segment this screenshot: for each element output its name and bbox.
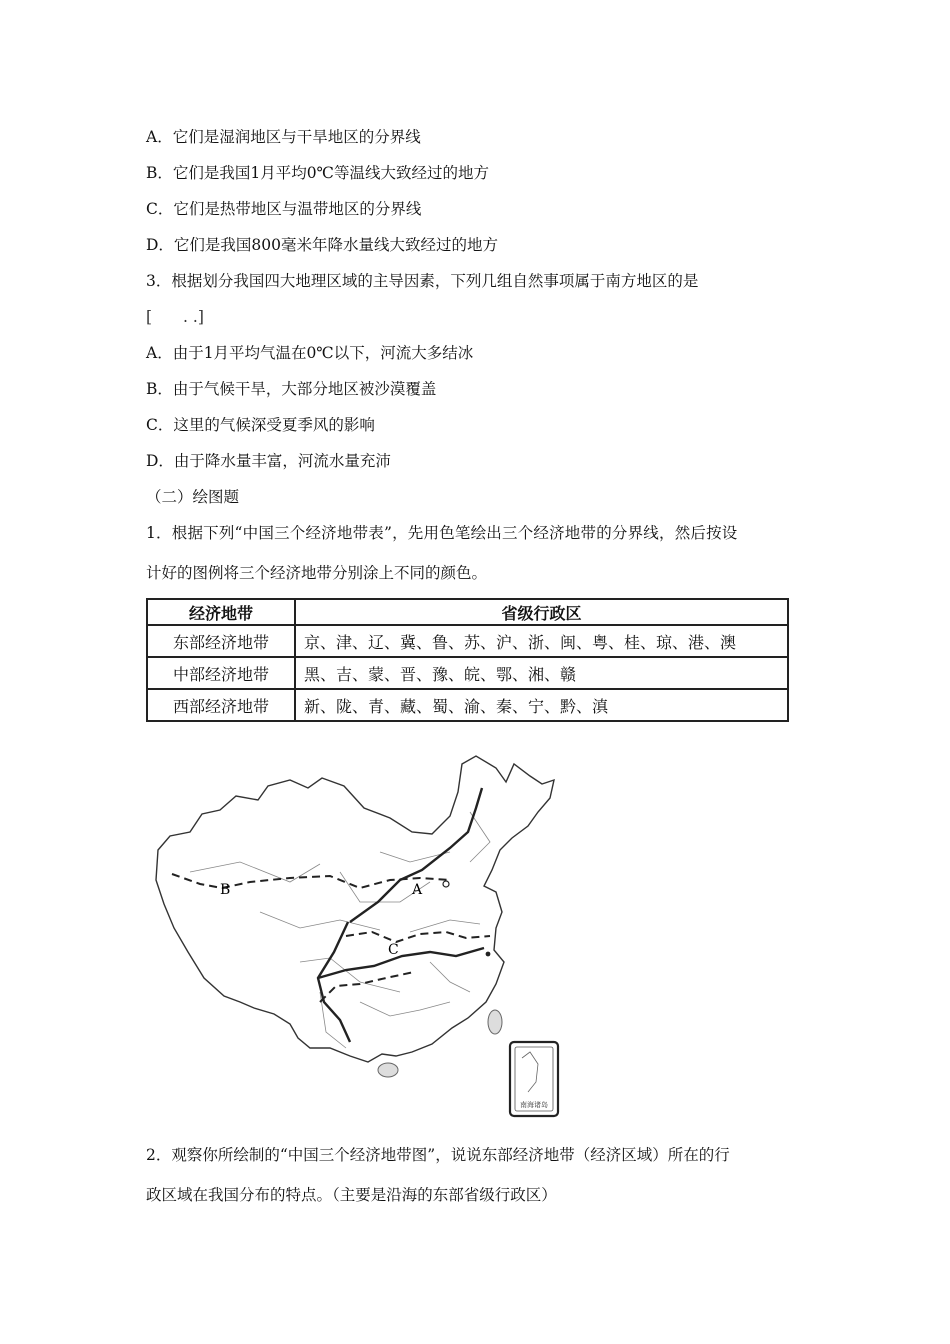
table-row (147, 657, 788, 689)
zone-provinces: 京、津、辽、冀、鲁、苏、沪、浙、闽、粤、桂、琼、港、澳 (295, 625, 788, 657)
drawing-question-1-line2: 计好的图例将三个经济地带分别涂上不同的颜色。 (146, 564, 488, 582)
south-china-sea-inset (510, 1042, 558, 1116)
map-label-b: B (220, 882, 231, 898)
table-row (147, 625, 788, 657)
drawing-question-2-line2: 政区域在我国分布的特点。（主要是沿海的东部省级行政区） (146, 1186, 557, 1204)
option-a: A．它们是湿润地区与干旱地区的分界线 (146, 128, 421, 146)
table-header: 经济地带 (147, 599, 295, 625)
economic-zones-table (146, 598, 789, 722)
map-label-a: A (412, 882, 423, 898)
map-label-c: C (388, 942, 399, 958)
question-3-stem: 3．根据划分我国四大地理区域的主导因素，下列几组自然事项属于南方地区的是 (146, 272, 699, 290)
inset-caption: 南海诸岛 (520, 1101, 548, 1109)
zone-name: 中部经济地带 (147, 657, 295, 689)
q3-option-d: D．由于降水量丰富，河流水量充沛 (146, 452, 391, 470)
zone-provinces: 新、陇、青、藏、蜀、渝、秦、宁、黔、滇 (295, 689, 788, 721)
table-header: 省级行政区 (295, 599, 788, 625)
capital-marker-icon (443, 881, 449, 887)
answer-bracket: [ . .] (146, 308, 204, 326)
city-dot-icon (486, 952, 491, 957)
zone-name: 西部经济地带 (147, 689, 295, 721)
table-header-row (147, 599, 788, 625)
thick-boundary-lines (318, 788, 484, 1042)
option-d: D．它们是我国800毫米年降水量线大致经过的地方 (146, 236, 499, 254)
option-c: C．它们是热带地区与温带地区的分界线 (146, 200, 422, 218)
china-outline-map (150, 752, 590, 1128)
islands (378, 1010, 502, 1077)
drawing-question-1-line1: 1．根据下列“中国三个经济地带表”，先用色笔绘出三个经济地带的分界线，然后按设 (146, 524, 738, 542)
q3-option-c: C．这里的气候深受夏季风的影响 (146, 416, 375, 434)
q3-option-b: B．由于气候干旱，大部分地区被沙漠覆盖 (146, 380, 437, 398)
zone-provinces: 黑、吉、蒙、晋、豫、皖、鄂、湘、赣 (295, 657, 788, 689)
table-row (147, 689, 788, 721)
zone-name: 东部经济地带 (147, 625, 295, 657)
drawing-question-2-line1: 2．观察你所绘制的“中国三个经济地带图”，说说东部经济地带（经济区域）所在的行 (146, 1146, 730, 1164)
section-title: （二）绘图题 (146, 488, 240, 506)
province-borders (190, 812, 490, 1048)
q3-option-a: A．由于1月平均气温在0℃以下，河流大多结冰 (146, 344, 474, 362)
option-b: B．它们是我国1月平均0℃等温线大致经过的地方 (146, 164, 489, 182)
